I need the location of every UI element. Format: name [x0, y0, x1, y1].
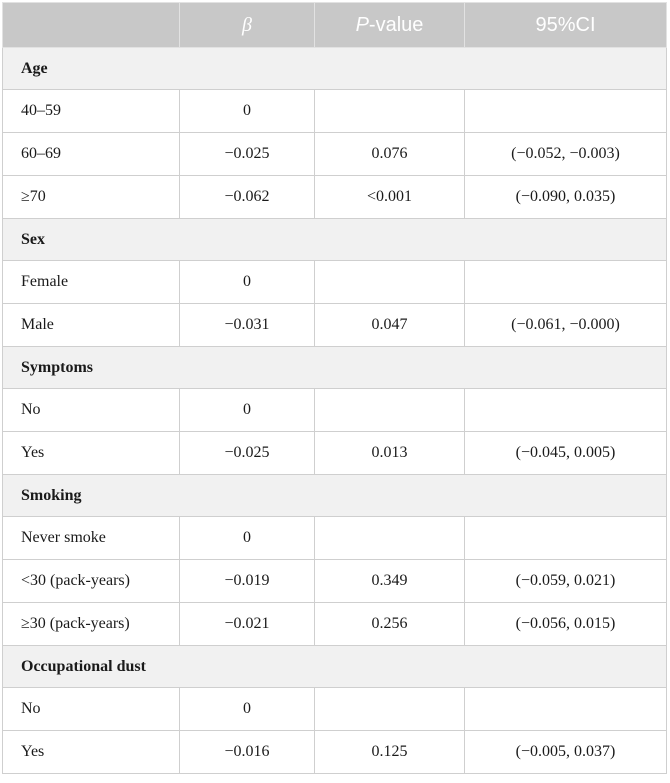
group-row: [3, 646, 667, 688]
row-label: ≥30 (pack-years): [3, 603, 180, 646]
row-label: Male: [3, 304, 180, 347]
table-row: [3, 176, 667, 219]
ci-cell: (−0.005, 0.037): [465, 731, 667, 774]
p-value-cell: <0.001: [315, 176, 465, 219]
beta-cell: −0.016: [180, 731, 315, 774]
group-title: Symptoms: [3, 347, 667, 389]
header-p-italic: P: [355, 13, 369, 36]
ci-cell: (−0.056, 0.015): [465, 603, 667, 646]
beta-cell: −0.019: [180, 560, 315, 603]
p-value-cell: 0.125: [315, 731, 465, 774]
ci-cell: (−0.045, 0.005): [465, 432, 667, 475]
group-row: [3, 347, 667, 389]
table-row: [3, 90, 667, 133]
p-value-cell: 0.013: [315, 432, 465, 475]
row-label: No: [3, 389, 180, 432]
row-label: Never smoke: [3, 517, 180, 560]
table-row: [3, 133, 667, 176]
table-row: [3, 517, 667, 560]
group-title: Occupational dust: [3, 646, 667, 688]
table-row: [3, 731, 667, 774]
ci-cell: (−0.059, 0.021): [465, 560, 667, 603]
group-row: [3, 475, 667, 517]
ci-cell: (−0.061, −0.000): [465, 304, 667, 347]
header-row: [3, 3, 667, 48]
p-value-cell: 0.076: [315, 133, 465, 176]
row-label: Yes: [3, 432, 180, 475]
table-row: [3, 688, 667, 731]
header-variable: [3, 3, 180, 48]
group-title: Age: [3, 48, 667, 90]
p-value-cell: [315, 389, 465, 432]
header-ci: 95%CI: [465, 3, 667, 48]
beta-cell: 0: [180, 90, 315, 133]
ci-cell: [465, 90, 667, 133]
beta-cell: 0: [180, 261, 315, 304]
beta-cell: 0: [180, 688, 315, 731]
header-p-rest: -value: [368, 13, 424, 36]
p-value-cell: [315, 90, 465, 133]
ci-cell: [465, 517, 667, 560]
ci-cell: [465, 261, 667, 304]
beta-cell: −0.062: [180, 176, 315, 219]
p-value-cell: 0.256: [315, 603, 465, 646]
p-value-cell: [315, 688, 465, 731]
p-value-cell: 0.349: [315, 560, 465, 603]
beta-cell: 0: [180, 389, 315, 432]
table-body: [3, 48, 667, 774]
table-row: [3, 261, 667, 304]
row-label: No: [3, 688, 180, 731]
header-p-value: [315, 3, 465, 48]
ci-cell: [465, 389, 667, 432]
row-label: ≥70: [3, 176, 180, 219]
beta-cell: −0.031: [180, 304, 315, 347]
header-beta: β: [180, 3, 315, 48]
ci-cell: [465, 688, 667, 731]
row-label: Yes: [3, 731, 180, 774]
table-header: [3, 3, 667, 48]
ci-cell: (−0.090, 0.035): [465, 176, 667, 219]
group-row: [3, 48, 667, 90]
row-label: Female: [3, 261, 180, 304]
row-label: 60–69: [3, 133, 180, 176]
ci-cell: (−0.052, −0.003): [465, 133, 667, 176]
beta-cell: 0: [180, 517, 315, 560]
group-title: Smoking: [3, 475, 667, 517]
beta-cell: −0.025: [180, 133, 315, 176]
row-label: 40–59: [3, 90, 180, 133]
p-value-cell: 0.047: [315, 304, 465, 347]
table-row: [3, 304, 667, 347]
group-row: [3, 219, 667, 261]
p-value-cell: [315, 261, 465, 304]
beta-cell: −0.025: [180, 432, 315, 475]
table-row: [3, 432, 667, 475]
group-title: Sex: [3, 219, 667, 261]
beta-cell: −0.021: [180, 603, 315, 646]
p-value-cell: [315, 517, 465, 560]
table-row: [3, 560, 667, 603]
row-label: <30 (pack-years): [3, 560, 180, 603]
regression-table: [2, 2, 667, 774]
table-row: [3, 389, 667, 432]
table-row: [3, 603, 667, 646]
